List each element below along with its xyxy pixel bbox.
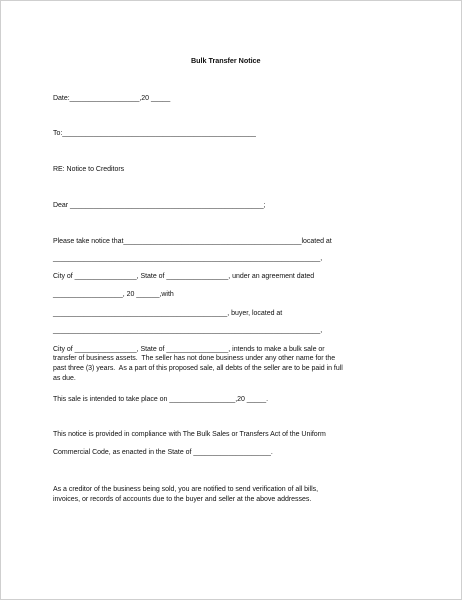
sale-date-line: This sale is intended to take place on _________________,20 _____. [53,396,269,403]
date-line: Date:__________________,20 _____ [53,95,171,102]
creditor-instruction-line: invoices, or records of accounts due to the buyer and seller at the above addresses. [53,496,312,503]
buyer-city-state-line: City of ________________, State of ________________, intends to make a bulk sale or [53,346,325,353]
seller-city-state-line: City of ________________, State of ________________, under an agreement dated [53,273,315,280]
agreement-date-line: __________________, 20 ______,with [53,291,174,298]
to-line: To:__________________________________________________ [53,130,256,137]
creditor-instruction-line: As a creditor of the business being sold, you are notified to send verification of all bills, [53,486,319,493]
paragraph-line: as due. [53,375,76,382]
notice-line: Please take notice that______________________________________________located at [53,238,332,245]
compliance-line: This notice is provided in compliance with The Bulk Sales or Transfers Act of the Uniform [53,431,326,438]
paragraph-line: transfer of business assets. The seller has not done business under any other name for the [53,355,336,362]
paragraph-line: past three (3) years. As a part of this proposed sale, all debts of the seller are to be paid in full [53,365,343,372]
salutation-line: Dear __________________________________________________; [53,202,266,209]
re-line: RE: Notice to Creditors [53,166,125,173]
commercial-code-line: Commercial Code, as enacted in the State of ____________________. [53,449,273,456]
seller-address-blank: _____________________________________________________________________, [53,255,323,262]
document-title: Bulk Transfer Notice [191,56,261,65]
buyer-address-blank: _____________________________________________________________________, [53,327,323,334]
buyer-line: _____________________________________________, buyer, located at [53,310,283,317]
